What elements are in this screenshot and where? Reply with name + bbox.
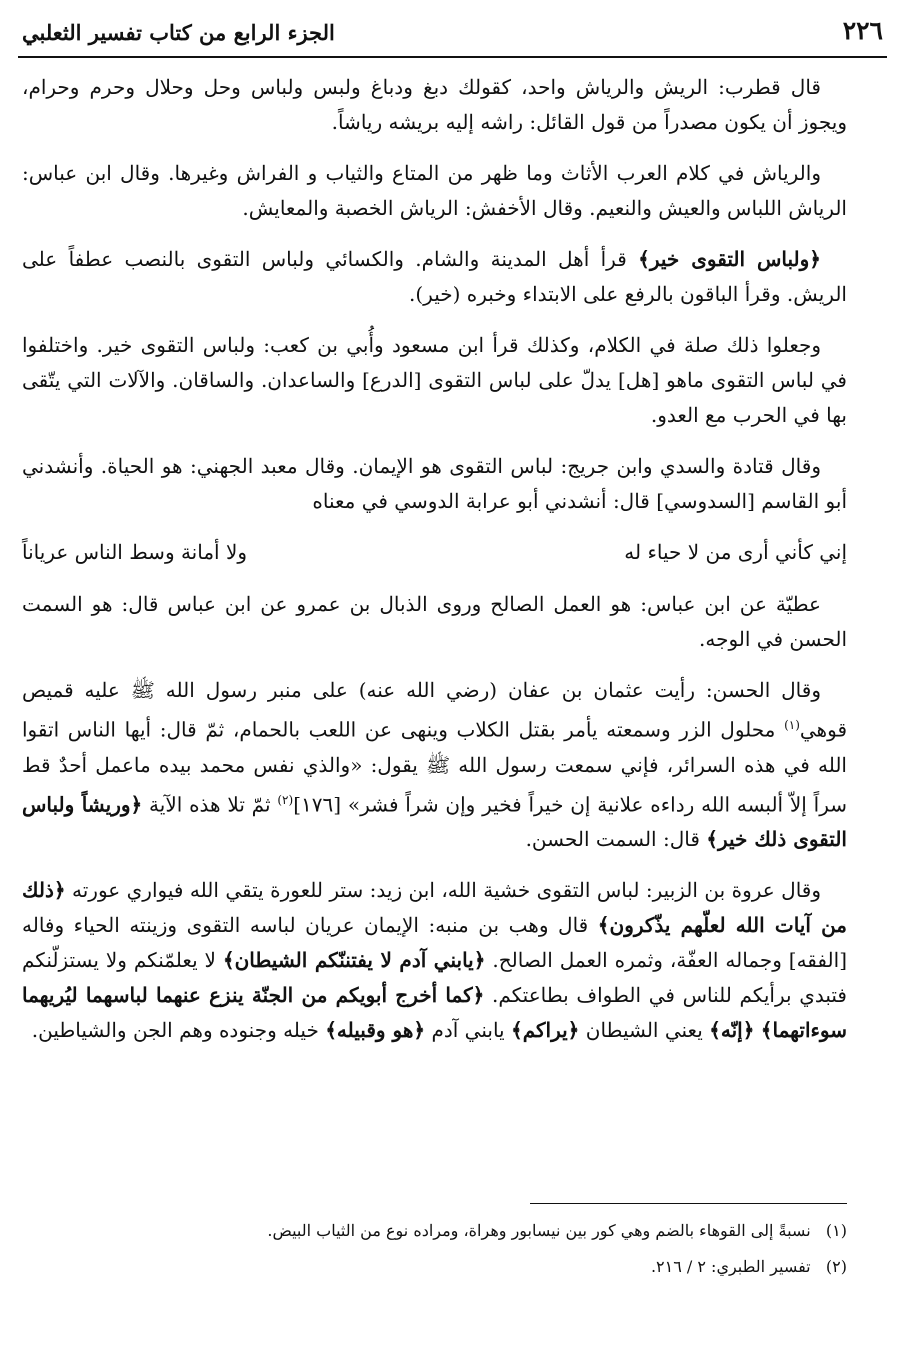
paragraph: [22, 156, 847, 226]
quran-quote: ﴿يابني آدم لا يفتننّكم الشيطان﴾: [222, 948, 486, 973]
text-run: لا يعلمّنكم ولا يستزلّنكم فتبدي برأيكم للناس في الطواف بطاعتكم.: [22, 948, 847, 1008]
footnote-separator: [530, 1203, 847, 1204]
footnote-marker: (١): [825, 1221, 847, 1240]
text-run: وجعلوا ذلك صلة في الكلام، وكذلك قرأ ابن مسعود وأُبي بن كعب: ولباس التقوى خير. واختلفوا في لباس التقوى ماهو [هل] يدلّ على لباس التقوى [الدرع] والساعدان. والساقان. والآلات التي يتّقى بها في الحرب مع العدو.: [22, 333, 847, 427]
text-run: قال قطرب: الريش والرياش واحد، كقولك دبغ ودباغ ولبس ولباس وحل وحلال وحرم وحرام، ويجوز أن يكون مصدراً من قول القائل: راشه إليه بريشه رياشاً.: [22, 75, 847, 134]
text-run: خيله وجنوده وهم الجن والشياطين.: [31, 1018, 326, 1043]
footnotes: [22, 1213, 847, 1285]
text-run: ثمّ تلا هذه الآية: [142, 792, 278, 817]
quran-quote: ﴿يراكم﴾: [510, 1018, 580, 1043]
text-run: يعني الشيطان: [579, 1018, 710, 1043]
text-run: يابني آدم: [425, 1018, 511, 1043]
footnote: [22, 1213, 847, 1249]
paragraph: [22, 70, 847, 140]
body-text: [22, 70, 847, 1064]
text-run: قال وهب بن منبه: الإيمان عريان لباسه التقوى وزينته الحياء وفاله [الفقه] وجماله العفّة، وثمره العمل الصالح.: [22, 913, 847, 973]
paragraph-group-2: [22, 587, 847, 1048]
footnote-marker: (٢): [825, 1257, 847, 1276]
poetry-verse: [22, 535, 847, 573]
text-run: والرياش في كلام العرب الأثاث وما ظهر من المتاع والثياب و الفراش وغيرها. وقال ابن عباس: الرياش اللباس والعيش والنعيم. وقال الأخفش: الرياش الخصبة والمعايش.: [22, 161, 847, 220]
text-run: محلول الزر وسمعته يأمر بقتل الكلاب وينهى عن اللعب بالحمام، ثمّ قال: أيها الناس اتقوا الله في هذه السرائر، فإني سمعت رسول الله ﷺ يقول: «والذي نفس محمد بيده ماعمل أحدٌ قط سراً إلاّ ألبسه الله رداءه علانية إن خيراً فخير وإن شراً فشر» [١٧٦]: [22, 717, 847, 817]
page-number: ٢٢٦: [842, 16, 883, 45]
paragraph: [22, 242, 847, 312]
quran-quote: ﴿كما أخرج أبويكم من الجنّة ينزع عنهما لباسهما ليُريهما سوءاتهما﴾: [22, 983, 847, 1043]
verse-hemistich-first: إني كأني أرى من لا حياء له: [624, 540, 847, 564]
paragraph: [22, 673, 847, 857]
quran-quote: ﴿هو وقبيله﴾: [325, 1018, 426, 1043]
verse-hemistich-second: ولا أمانة وسط الناس عرياناً: [22, 540, 248, 564]
text-run: وقال الحسن: رأيت عثمان بن عفان (رضي الله عنه) على منبر رسول الله ﷺ عليه قميص قوهي: [22, 678, 847, 742]
text-run: عطيّة عن ابن عباس: هو العمل الصالح وروى الذبال بن عمرو عن ابن عباس قال: هو السمت الحسن في الوجه.: [22, 592, 847, 651]
paragraph: [22, 587, 847, 657]
paragraph: [22, 328, 847, 433]
footnote-ref: (٢): [277, 792, 294, 807]
footnote-ref: (١): [784, 718, 800, 732]
text-run: قال: السمت الحسن.: [525, 827, 707, 852]
footnote-text: نسبةً إلى القوهاء بالضم وهي كور بين نيسابور وهراة، ومراده نوع من الثياب البيض.: [267, 1221, 811, 1240]
text-run: وقال قتادة والسدي وابن جريج: لباس التقوى هو الإيمان. وقال معبد الجهني: هو الحياة. وأنشدني أبو القاسم [السدوسي] قال: أنشدني أبو عرابة الدوسي في معناه: [22, 454, 847, 513]
paragraph-group-1: [22, 70, 847, 519]
text-run: وقال عروة بن الزبير: لباس التقوى خشية الله، ابن زيد: ستر للعورة يتقي الله فيواري عورته: [65, 878, 821, 903]
paragraph: [22, 449, 847, 519]
footnote: [22, 1249, 847, 1285]
page-header: [18, 12, 887, 58]
paragraph: [22, 873, 847, 1048]
quran-quote: ﴿ولباس التقوى خير﴾: [638, 247, 821, 271]
quran-quote: ﴿ذلك من آيات الله لعلّهم يذّكرون﴾: [22, 878, 848, 938]
quran-quote: ﴿إنّه﴾: [709, 1018, 755, 1043]
running-title: الجزء الرابع من كتاب تفسير الثعلبي: [22, 20, 335, 45]
text-run: قرأ أهل المدينة والشام. والكسائي ولباس التقوى بالنصب عطفاً على الريش. وقرأ الباقون بالرفع على الابتداء وخبره (خير).: [22, 247, 847, 306]
quran-quote: ﴿وريشاً ولباس التقوى ذلك خير﴾: [22, 792, 847, 852]
footnote-text: تفسير الطبري: ٢ / ٢١٦.: [650, 1257, 811, 1276]
